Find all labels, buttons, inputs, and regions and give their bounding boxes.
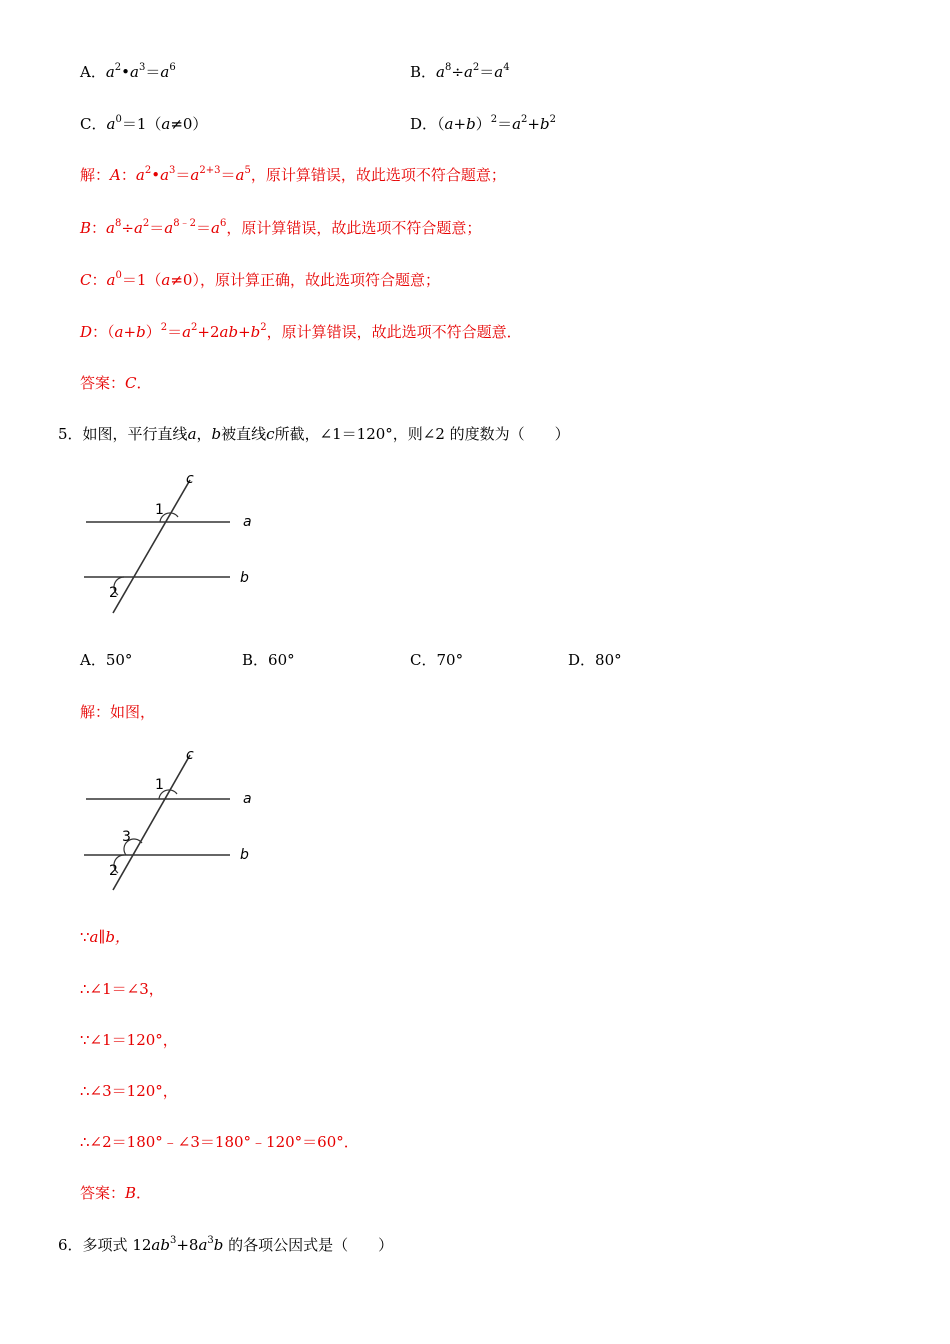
option-label: D．: [410, 115, 438, 133]
option-label: C．: [80, 115, 107, 133]
label-a: a: [243, 514, 252, 530]
option-label: A．: [80, 63, 106, 81]
label-angle-2: 2: [109, 863, 118, 879]
q5-option-b: B．60°: [242, 651, 295, 669]
q4-answer: 答案：C．: [80, 374, 152, 392]
label-a: a: [243, 791, 252, 807]
q4-solution-a: 解：A：$a^2•a^3=a^{2+3}=a^5$，原计算错误，故此选项不符合题意；: [80, 165, 506, 184]
q5-step-4: ∴∠3＝120°，: [80, 1082, 178, 1100]
q5-solution-figure: [80, 745, 270, 895]
q5-option-d: D．80°: [568, 651, 622, 669]
label-angle-2: 2: [109, 585, 118, 601]
label-b: b: [240, 847, 249, 863]
q4-option-d: D．$(a+b)^2=a^2+b^2$: [410, 114, 556, 133]
q4-solution-d: D：$(a+b)^2=a^2+2ab+b^2$，原计算错误，故此选项不符合题意．: [80, 322, 522, 341]
q5-answer: 答案：B．: [80, 1184, 152, 1202]
q6-stem: 6．多项式 $12ab^3+8a^3b$ 的各项公因式是（ ）: [58, 1235, 394, 1254]
label-b: b: [240, 570, 249, 586]
q5-solution-intro: 解：如图，: [80, 703, 156, 721]
q5-option-c: C．70°: [410, 651, 464, 669]
option-label: B．: [410, 63, 437, 81]
q4-option-a: A．$a^2•a^3=a^6$: [80, 62, 176, 81]
q4-option-c: C．$a^0=1(a\ne 0)$: [80, 114, 208, 133]
label-angle-1: 1: [155, 502, 164, 518]
label-angle-1: 1: [155, 777, 164, 793]
q5-figure: [80, 470, 270, 620]
q5-step-2: ∴∠1＝∠3，: [80, 980, 164, 998]
q4-solution-b: B：$a^8\div a^2=a^{8﹣2}=a^6$，原计算错误，故此选项不符合题意；: [80, 218, 482, 237]
q4-solution-c: C：$a^0=1(a\ne 0)$，原计算正确，故此选项符合题意；: [80, 270, 440, 289]
label-c: c: [186, 747, 194, 763]
q4-option-b: B．$a^8\div a^2=a^4$: [410, 62, 510, 81]
q5-step-5: ∴∠2＝180°﹣∠3＝180°﹣120°＝60°．: [80, 1133, 359, 1151]
label-angle-3: 3: [122, 829, 131, 845]
q5-stem: 5．如图，平行直线a，b被直线c所截，∠1＝120°，则∠2 的度数为（ ）: [58, 425, 570, 443]
q5-step-1: ∵a∥b，: [80, 928, 131, 946]
q5-step-3: ∵∠1＝120°，: [80, 1031, 178, 1049]
q5-option-a: A．50°: [80, 651, 133, 669]
label-c: c: [186, 471, 194, 487]
